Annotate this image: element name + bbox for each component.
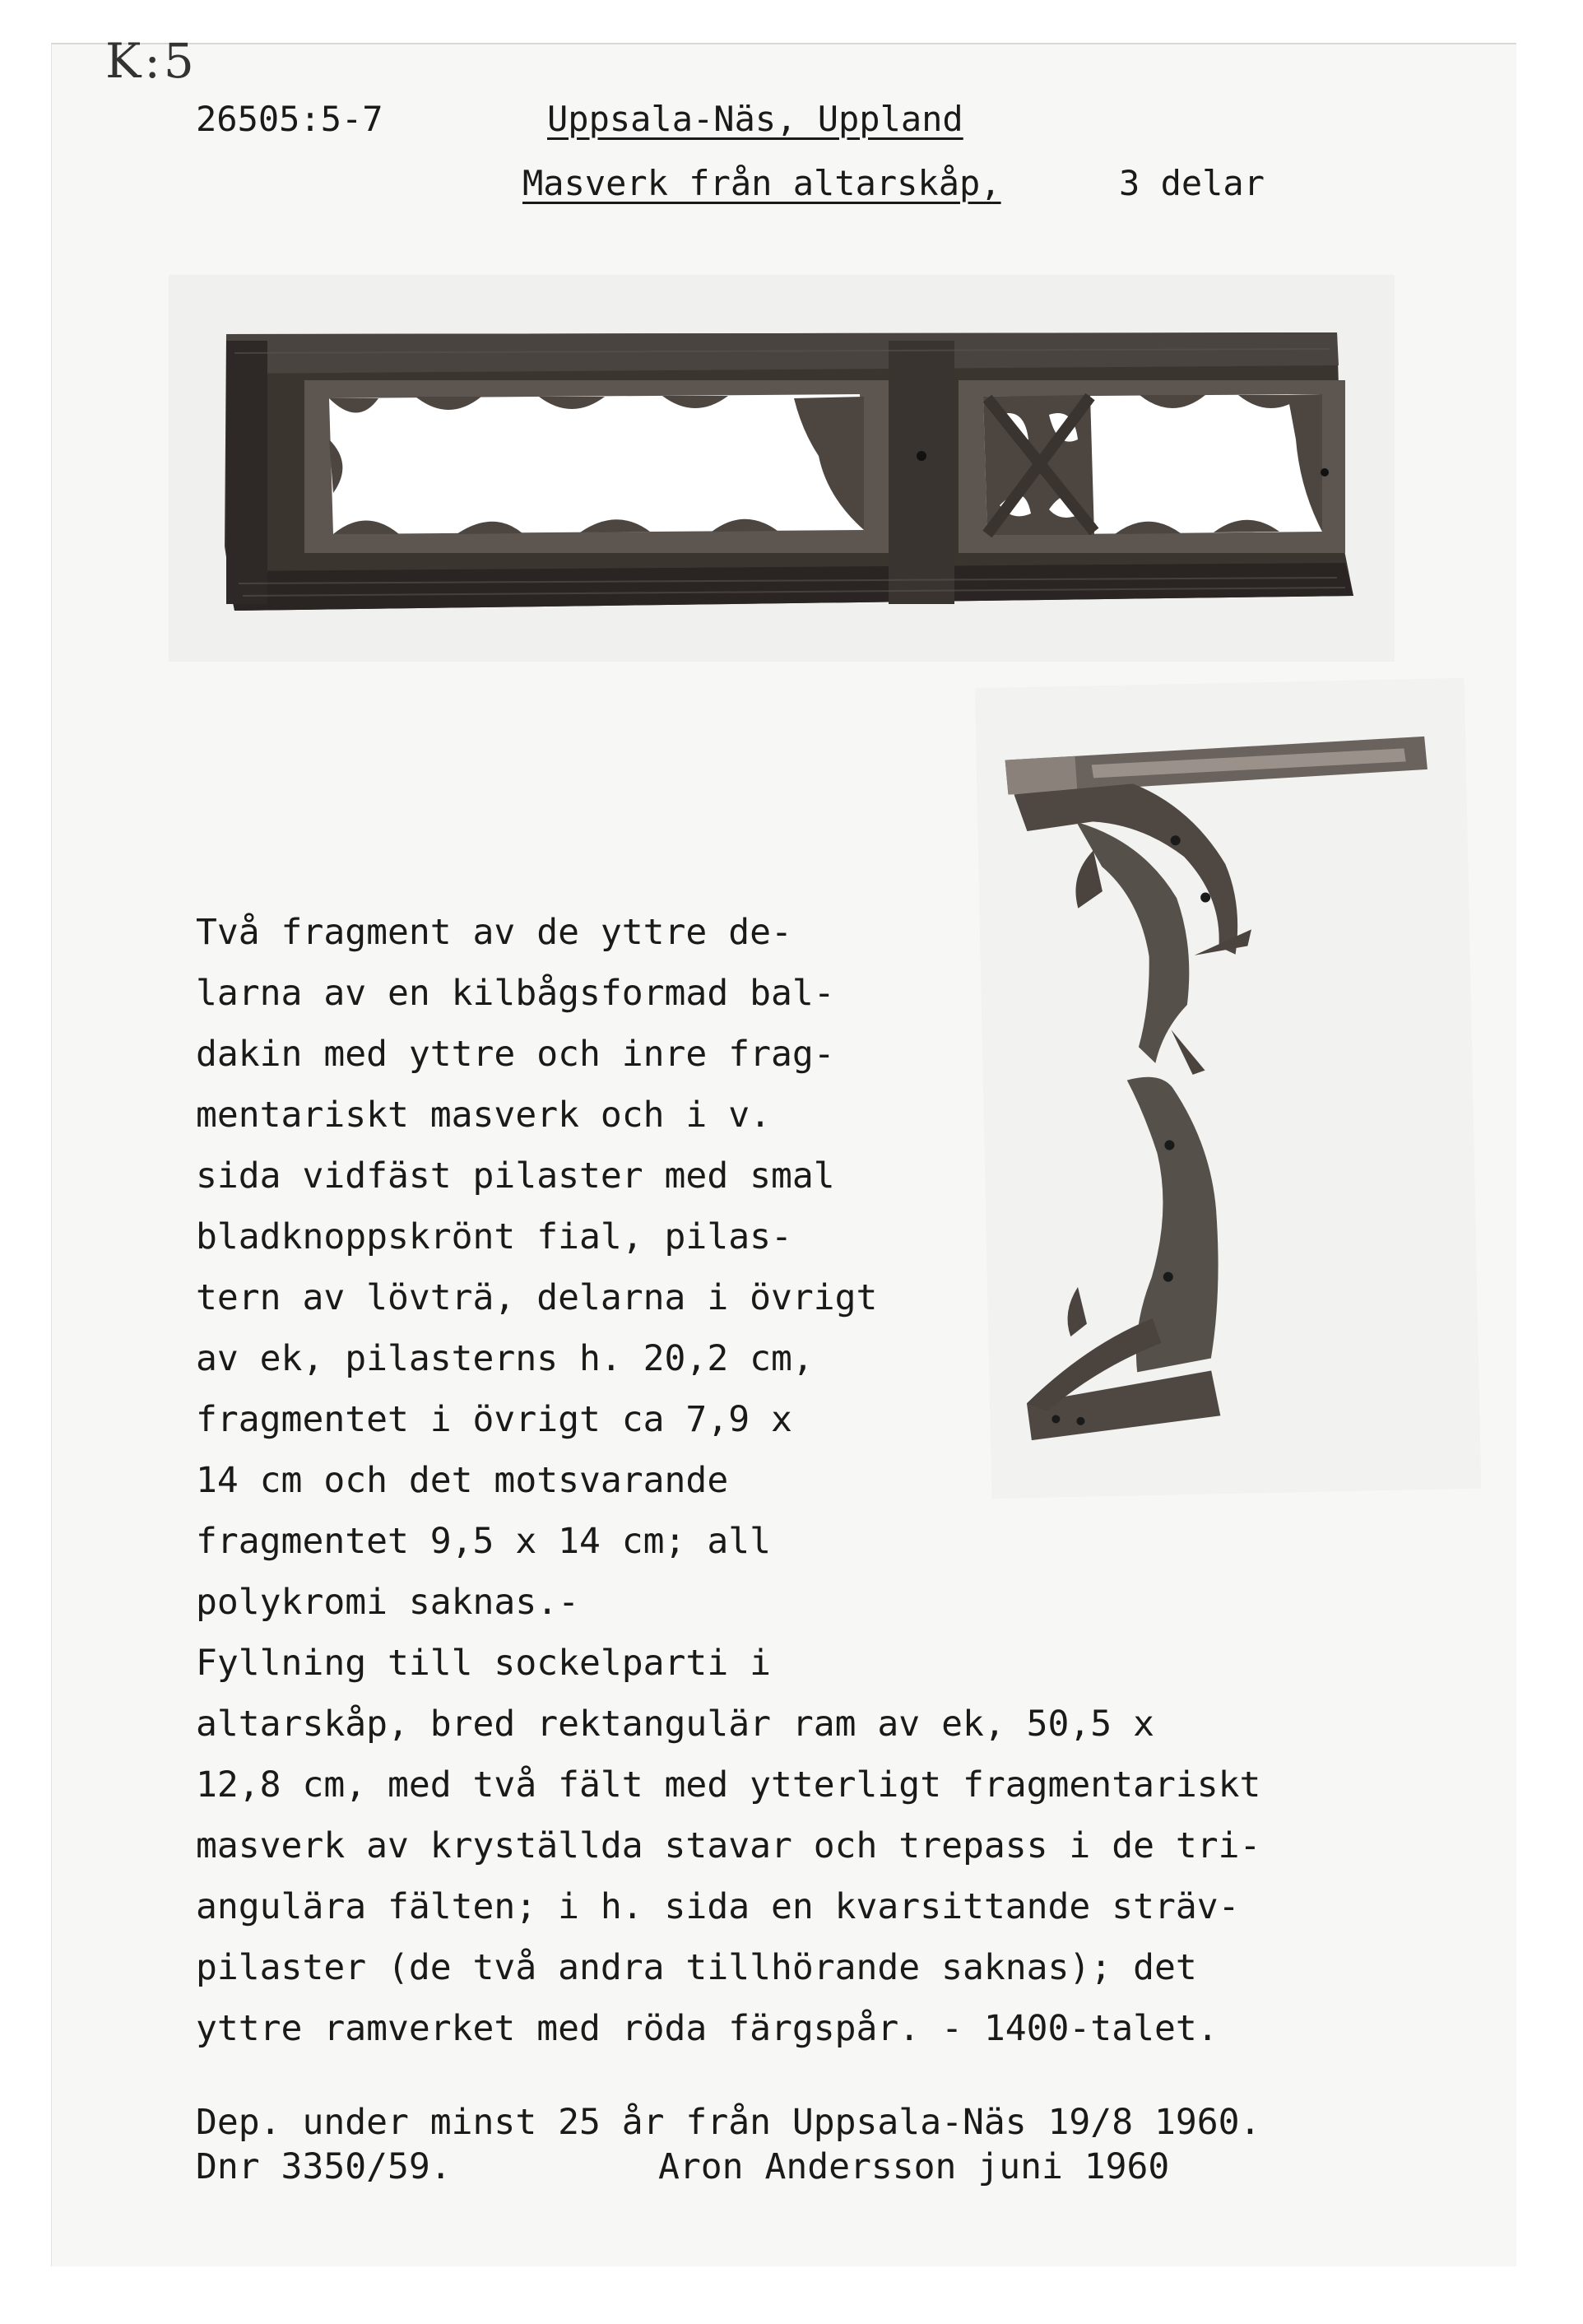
description-line: fragmentet 9,5 x 14 cm; all	[196, 1521, 771, 1562]
description-line: masverk av kryställda stavar och trepass i de tri-	[196, 1825, 1261, 1866]
description-line: dakin med yttre och inre frag-	[196, 1034, 835, 1075]
description-line: altarskåp, bred rektangulär ram av ek, 50,5 x	[196, 1703, 1154, 1745]
description-line: fragmentet i övrigt ca 7,9 x	[196, 1399, 792, 1440]
description-line: tern av lövträ, delarna i övrigt	[196, 1277, 878, 1318]
description-line: pilaster (de två andra tillhörande saknas); det	[196, 1947, 1197, 1988]
location-title: Uppsala-Näs, Uppland	[547, 99, 963, 139]
description-line: sida vidfäst pilaster med smal	[196, 1155, 835, 1197]
description-line: av ek, pilasterns h. 20,2 cm,	[196, 1338, 814, 1379]
object-title: Masverk från altarskåp,	[522, 163, 1001, 203]
deposit-note: Dep. under minst 25 år från Uppsala-Näs 19/8 1960.	[196, 2102, 1261, 2143]
description-line: polykromi saknas.-	[196, 1582, 579, 1623]
dnr-number: Dnr 3350/59.	[196, 2146, 452, 2187]
catalog-number: 26505:5-7	[196, 99, 383, 139]
object-parts: 3 delar	[1119, 163, 1265, 203]
frame-photograph	[169, 275, 1395, 662]
description-line: yttre ramverket med röda färgspår. - 1400-talet.	[196, 2008, 1219, 2049]
description-line: Två fragment av de yttre de-	[196, 912, 792, 953]
description-line: angulära fälten; i h. sida en kvarsittande sträv-	[196, 1886, 1240, 1927]
fragments-photograph	[975, 678, 1481, 1499]
author-signature: Aron Andersson juni 1960	[658, 2146, 1170, 2187]
description-line: 12,8 cm, med två fält med ytterligt fragmentariskt	[196, 1764, 1261, 1806]
description-line: 14 cm och det motsvarande	[196, 1460, 729, 1501]
description-line: mentariskt masverk och i v.	[196, 1095, 771, 1136]
description-line: Fyllning till sockelparti i	[196, 1643, 771, 1684]
handwritten-annotation: K:5	[105, 33, 197, 89]
description-line: bladknoppskrönt fial, pilas-	[196, 1216, 792, 1257]
description-line: larna av en kilbågsformad bal-	[196, 973, 835, 1014]
